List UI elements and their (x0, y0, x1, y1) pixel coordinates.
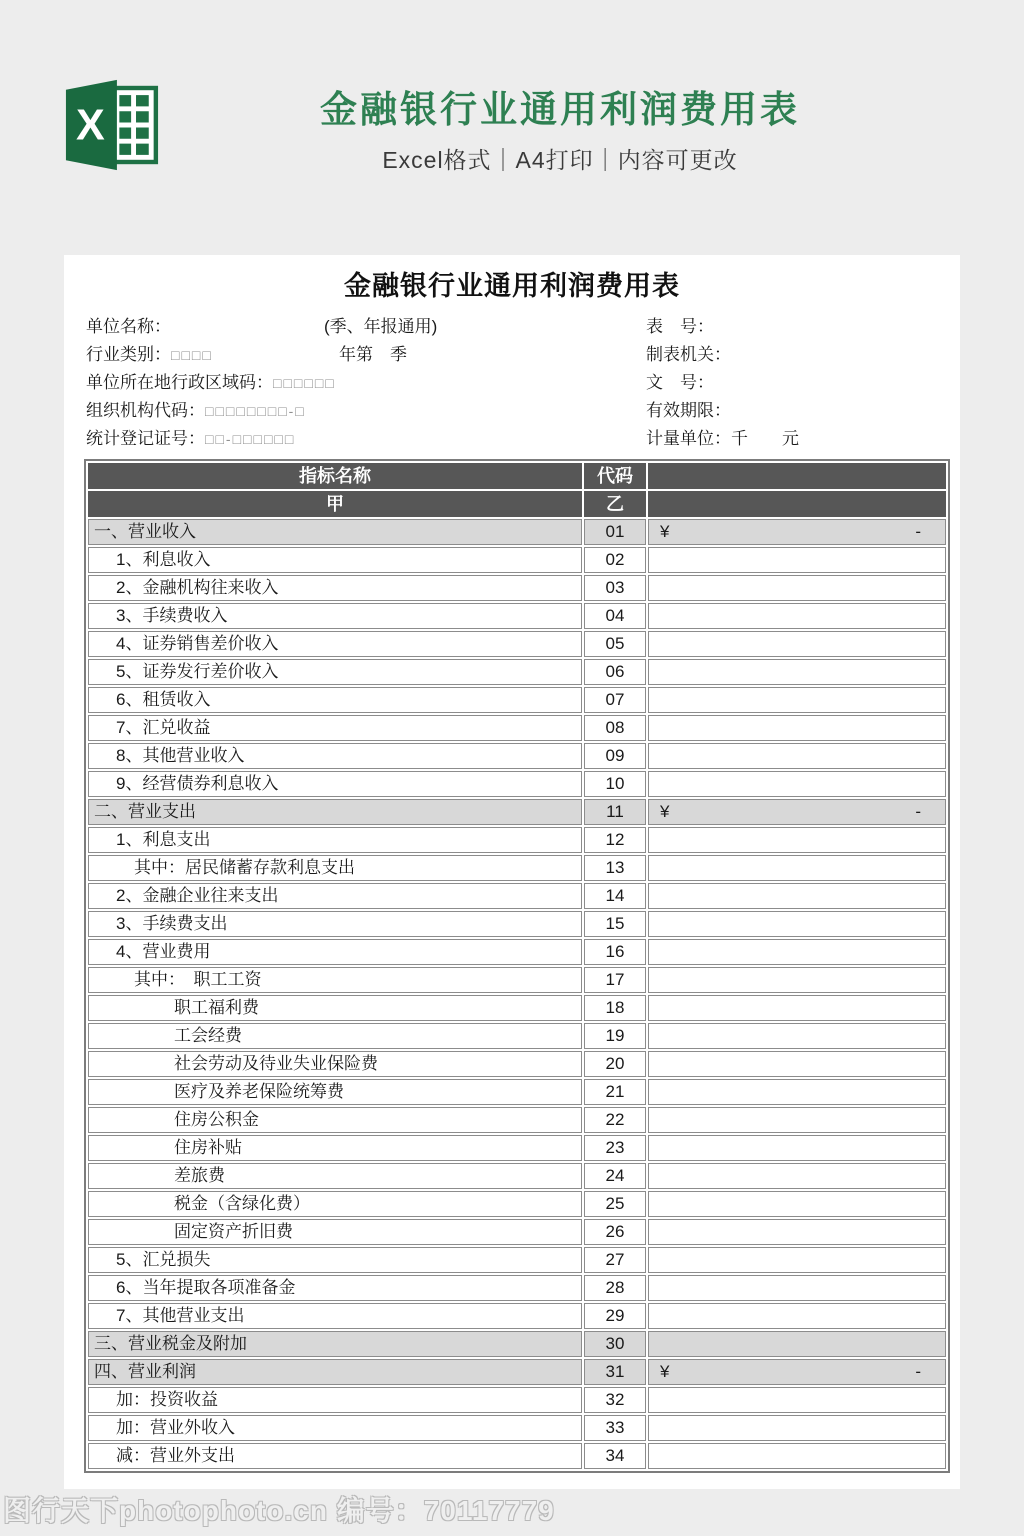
code-cell: 08 (584, 715, 646, 741)
currency-symbol: ¥ (660, 522, 670, 541)
code-cell: 24 (584, 1163, 646, 1189)
value-cell (648, 799, 946, 825)
indicator-name-cell: 职工福利费 (88, 995, 582, 1021)
code-cell: 06 (584, 659, 646, 685)
info-label-unit-name: 单位名称： (86, 317, 171, 336)
info-label-region-code: 单位所在地行政区域码： (86, 373, 273, 392)
table-row (88, 659, 946, 685)
table-row (88, 575, 946, 601)
title-block (160, 88, 960, 175)
indicator-name-cell: 2、金融机构往来收入 (88, 575, 582, 601)
code-cell: 19 (584, 1023, 646, 1049)
indicator-name-cell: 9、经营债券利息收入 (88, 771, 582, 797)
table-row (88, 799, 946, 825)
indicator-name-cell: 差旅费 (88, 1163, 582, 1189)
code-cell: 12 (584, 827, 646, 853)
info-row (86, 341, 942, 369)
sheet-title: 金融银行业通用利润费用表 (344, 271, 680, 301)
header-yi: 乙 (584, 491, 646, 517)
value-cell (648, 1443, 946, 1469)
table-row (88, 939, 946, 965)
table-row (88, 911, 946, 937)
info-label-org-code: 组织机构代码： (86, 401, 205, 420)
indicator-name-cell: 4、证券销售差价收入 (88, 631, 582, 657)
table-row (88, 743, 946, 769)
value-cell (648, 911, 946, 937)
indicator-name-cell: 2、金融企业往来支出 (88, 883, 582, 909)
page-title: 金融银行业通用利润费用表 (320, 89, 800, 130)
code-cell: 26 (584, 1219, 646, 1245)
value-cell (648, 519, 946, 545)
header-code: 代码 (584, 463, 646, 489)
info-note-report-type: (季、年报通用) (324, 317, 438, 336)
value-cell (648, 1219, 946, 1245)
code-cell: 04 (584, 603, 646, 629)
indicator-name-cell: 7、汇兑收益 (88, 715, 582, 741)
code-cell: 30 (584, 1331, 646, 1357)
value-cell (648, 1107, 946, 1133)
table-row (88, 1163, 946, 1189)
table-row (88, 1275, 946, 1301)
indicator-name-cell: 6、当年提取各项准备金 (88, 1275, 582, 1301)
code-cell: 33 (584, 1415, 646, 1441)
value-cell (648, 1135, 946, 1161)
table-row (88, 715, 946, 741)
value-cell (648, 939, 946, 965)
info-label-doc-no: 文 号： (646, 373, 714, 392)
table-row (88, 1415, 946, 1441)
excel-icon-graphic (58, 76, 166, 174)
page-header (0, 0, 1024, 230)
indicator-name-cell: 6、租赁收入 (88, 687, 582, 713)
code-cell: 17 (584, 967, 646, 993)
currency-symbol: ¥ (660, 802, 670, 821)
indicator-name-cell: 住房公积金 (88, 1107, 582, 1133)
table-header-row-2 (88, 491, 946, 517)
table-row (88, 1387, 946, 1413)
info-boxes-region-code: □□□□□□ (273, 375, 336, 391)
table-row (88, 687, 946, 713)
spreadsheet-preview (64, 255, 960, 1489)
indicator-name-cell: 其中：居民储蓄存款利息支出 (88, 855, 582, 881)
info-row (86, 425, 942, 453)
info-label-measure-unit: 计量单位：千 元 (646, 429, 799, 448)
code-cell: 34 (584, 1443, 646, 1469)
info-row (86, 369, 942, 397)
value-cell (648, 1275, 946, 1301)
currency-amount: - (915, 1362, 921, 1381)
value-cell (648, 631, 946, 657)
info-label-issuer: 制表机关： (646, 345, 731, 364)
indicator-name-cell: 1、利息支出 (88, 827, 582, 853)
value-cell (648, 1303, 946, 1329)
info-label-industry: 行业类别： (86, 345, 171, 364)
indicator-name-cell: 减：营业外支出 (88, 1443, 582, 1469)
value-cell (648, 855, 946, 881)
table-row (88, 603, 946, 629)
currency-value (649, 800, 945, 824)
table-row (88, 1051, 946, 1077)
table-row (88, 1331, 946, 1357)
indicator-name-cell: 一、营业收入 (88, 519, 582, 545)
value-cell (648, 1023, 946, 1049)
table-row (88, 967, 946, 993)
indicator-name-cell: 8、其他营业收入 (88, 743, 582, 769)
table-clip (84, 459, 942, 1465)
value-cell (648, 659, 946, 685)
watermark: 图行天下photophoto.cn 编号：70117779 (3, 1495, 555, 1526)
indicator-name-cell: 医疗及养老保险统筹费 (88, 1079, 582, 1105)
header-jia: 甲 (88, 491, 582, 517)
indicator-name-cell: 加：营业外收入 (88, 1415, 582, 1441)
value-cell (648, 1191, 946, 1217)
table-row (88, 1107, 946, 1133)
table-row (88, 883, 946, 909)
value-cell (648, 1247, 946, 1273)
table-row (88, 1191, 946, 1217)
profit-table-body (88, 519, 946, 1469)
indicator-name-cell: 工会经费 (88, 1023, 582, 1049)
code-cell: 02 (584, 547, 646, 573)
indicator-name-cell: 3、手续费收入 (88, 603, 582, 629)
value-cell (648, 687, 946, 713)
table-row (88, 631, 946, 657)
value-cell (648, 575, 946, 601)
table-row (88, 1219, 946, 1245)
value-cell (648, 883, 946, 909)
value-cell (648, 1163, 946, 1189)
indicator-name-cell: 7、其他营业支出 (88, 1303, 582, 1329)
indicator-name-cell: 固定资产折旧费 (88, 1219, 582, 1245)
indicator-name-cell: 四、营业利润 (88, 1359, 582, 1385)
code-cell: 20 (584, 1051, 646, 1077)
code-cell: 32 (584, 1387, 646, 1413)
currency-value (649, 520, 945, 544)
header-indicator-name: 指标名称 (88, 463, 582, 489)
value-cell (648, 603, 946, 629)
code-cell: 13 (584, 855, 646, 881)
code-cell: 22 (584, 1107, 646, 1133)
value-cell (648, 1387, 946, 1413)
svg-text:X: X (76, 101, 105, 150)
sheet-info (86, 313, 942, 453)
code-cell: 03 (584, 575, 646, 601)
header-value-2 (648, 491, 946, 517)
table-row (88, 519, 946, 545)
code-cell: 14 (584, 883, 646, 909)
info-boxes-org-code: □□□□□□□□-□ (205, 403, 306, 419)
table-row (88, 855, 946, 881)
value-cell (648, 1051, 946, 1077)
code-cell: 07 (584, 687, 646, 713)
indicator-name-cell: 住房补贴 (88, 1135, 582, 1161)
table-row (88, 1443, 946, 1469)
table-row (88, 1247, 946, 1273)
code-cell: 15 (584, 911, 646, 937)
value-cell (648, 547, 946, 573)
value-cell (648, 743, 946, 769)
indicator-name-cell: 二、营业支出 (88, 799, 582, 825)
info-boxes-stat-reg-no: □□-□□□□□□ (205, 431, 296, 447)
code-cell: 09 (584, 743, 646, 769)
currency-value (649, 1360, 945, 1384)
table-header-row-1 (88, 463, 946, 489)
table-row (88, 1135, 946, 1161)
code-cell: 25 (584, 1191, 646, 1217)
value-cell (648, 967, 946, 993)
code-cell: 23 (584, 1135, 646, 1161)
info-boxes-industry: □□□□ (171, 347, 213, 363)
code-cell: 21 (584, 1079, 646, 1105)
currency-symbol: ¥ (660, 1362, 670, 1381)
table-row (88, 995, 946, 1021)
info-label-stat-reg-no: 统计登记证号： (86, 429, 205, 448)
indicator-name-cell: 加：投资收益 (88, 1387, 582, 1413)
code-cell: 28 (584, 1275, 646, 1301)
value-cell (648, 1415, 946, 1441)
indicator-name-cell: 三、营业税金及附加 (88, 1331, 582, 1357)
currency-amount: - (915, 802, 921, 821)
value-cell (648, 1359, 946, 1385)
value-cell (648, 1079, 946, 1105)
indicator-name-cell: 3、手续费支出 (88, 911, 582, 937)
code-cell: 29 (584, 1303, 646, 1329)
profit-table (84, 459, 950, 1473)
currency-amount: - (915, 522, 921, 541)
info-note-quarter: 年第 季 (339, 345, 407, 364)
info-row (86, 313, 942, 341)
table-row (88, 827, 946, 853)
indicator-name-cell: 其中： 职工工资 (88, 967, 582, 993)
code-cell: 01 (584, 519, 646, 545)
header-value (648, 463, 946, 489)
info-label-table-no: 表 号： (646, 317, 714, 336)
indicator-name-cell: 1、利息收入 (88, 547, 582, 573)
info-row (86, 397, 942, 425)
excel-icon (58, 76, 166, 174)
indicator-name-cell: 税金（含绿化费） (88, 1191, 582, 1217)
page-subtitle: Excel格式｜A4打印｜内容可更改 (382, 147, 738, 173)
value-cell (648, 1331, 946, 1357)
indicator-name-cell: 5、证券发行差价收入 (88, 659, 582, 685)
code-cell: 05 (584, 631, 646, 657)
value-cell (648, 771, 946, 797)
code-cell: 10 (584, 771, 646, 797)
table-row (88, 1079, 946, 1105)
code-cell: 11 (584, 799, 646, 825)
code-cell: 16 (584, 939, 646, 965)
value-cell (648, 995, 946, 1021)
value-cell (648, 827, 946, 853)
table-row (88, 1303, 946, 1329)
value-cell (648, 715, 946, 741)
table-row (88, 771, 946, 797)
code-cell: 18 (584, 995, 646, 1021)
info-label-valid-until: 有效期限： (646, 401, 731, 420)
code-cell: 27 (584, 1247, 646, 1273)
table-row (88, 1023, 946, 1049)
indicator-name-cell: 4、营业费用 (88, 939, 582, 965)
indicator-name-cell: 5、汇兑损失 (88, 1247, 582, 1273)
table-row (88, 1359, 946, 1385)
code-cell: 31 (584, 1359, 646, 1385)
table-row (88, 547, 946, 573)
indicator-name-cell: 社会劳动及待业失业保险费 (88, 1051, 582, 1077)
